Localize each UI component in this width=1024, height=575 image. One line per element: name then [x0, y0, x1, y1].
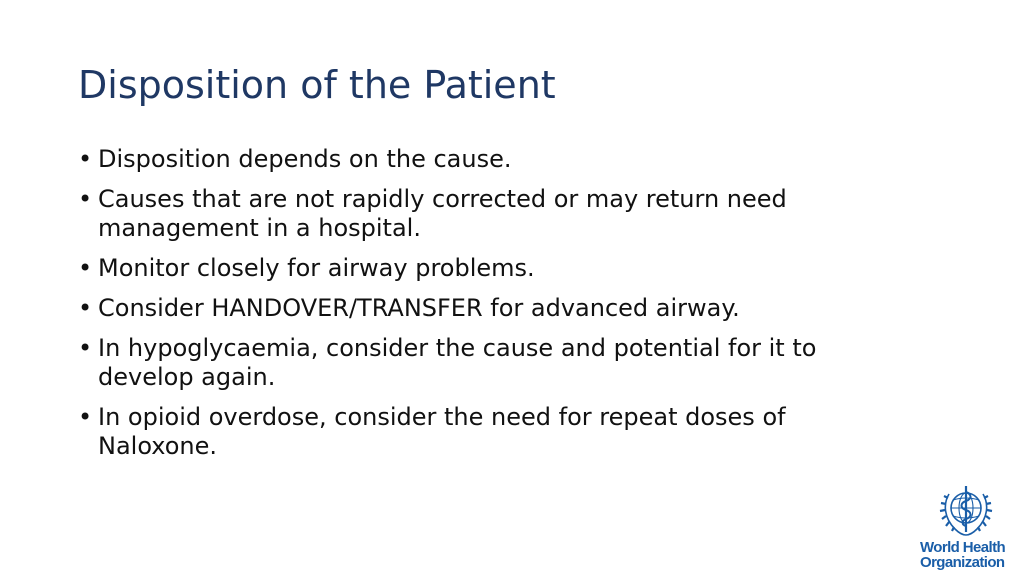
- who-logo-line1: World Health: [920, 539, 1006, 556]
- bullet-item: [78, 145, 878, 174]
- who-logo: [916, 482, 1016, 572]
- slide-title: Disposition of the Patient: [78, 63, 556, 107]
- bullet-text: Consider HANDOVER/TRANSFER for advanced airway.: [98, 294, 740, 322]
- who-emblem-icon: [935, 482, 997, 540]
- bullet-marker: •: [78, 185, 93, 213]
- bullet-marker: •: [78, 403, 93, 431]
- bullet-item: [78, 294, 878, 323]
- bullet-marker: •: [78, 294, 93, 322]
- who-logo-line2: Organization: [920, 554, 1005, 571]
- bullet-item: [78, 185, 878, 243]
- bullet-item: [78, 254, 878, 283]
- bullet-text: Disposition depends on the cause.: [98, 145, 512, 173]
- bullet-marker: •: [78, 145, 93, 173]
- bullet-text: Causes that are not rapidly corrected or may return need management in a hospital.: [98, 185, 787, 242]
- bullet-marker: •: [78, 334, 93, 362]
- bullet-list: [78, 145, 878, 472]
- bullet-text: Monitor closely for airway problems.: [98, 254, 535, 282]
- bullet-text: In opioid overdose, consider the need for repeat doses of Naloxone.: [98, 403, 786, 460]
- bullet-item: [78, 334, 878, 392]
- bullet-item: [78, 403, 878, 461]
- bullet-text: In hypoglycaemia, consider the cause and potential for it to develop again.: [98, 334, 817, 391]
- bullet-marker: •: [78, 254, 93, 282]
